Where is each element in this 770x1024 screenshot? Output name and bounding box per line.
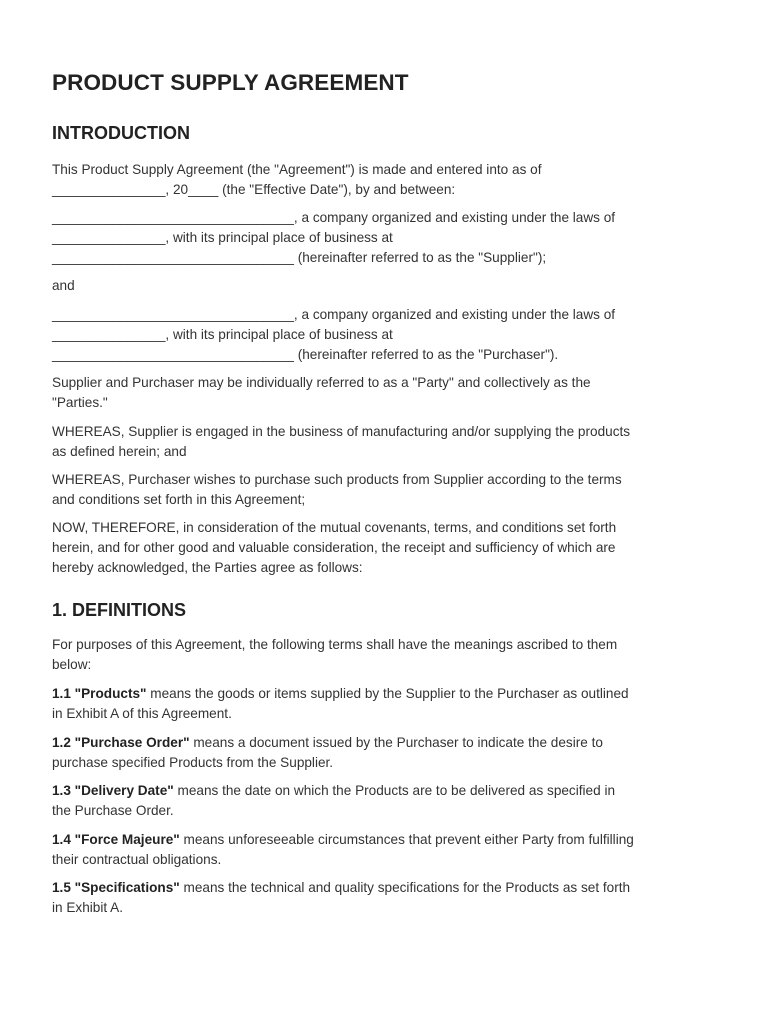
definition-text: means the goods or items supplied by the Supplier to the Purchaser as outlined xyxy=(146,686,629,701)
definition-term: 1.2 "Purchase Order" xyxy=(52,735,190,750)
text-line: WHEREAS, Supplier is engaged in the business of manufacturing and/or supplying the products xyxy=(52,424,631,439)
whereas-purchaser-paragraph xyxy=(52,470,732,510)
definition-specifications xyxy=(52,878,732,918)
text-line: herein, and for other good and valuable consideration, the receipt and sufficiency of which are xyxy=(52,540,616,555)
text-line: ________________________________ (hereinafter referred to as the "Supplier"); xyxy=(52,250,547,265)
text-line: _______________, with its principal place of business at xyxy=(52,230,393,245)
text-line: hereby acknowledged, the Parties agree as follows: xyxy=(52,560,363,575)
text-line: and conditions set forth in this Agreement; xyxy=(52,492,306,507)
text-line: WHEREAS, Purchaser wishes to purchase such products from Supplier according to the terms xyxy=(52,472,622,487)
text-line: This Product Supply Agreement (the "Agreement") is made and entered into as of xyxy=(52,162,542,177)
definition-term: 1.5 "Specifications" xyxy=(52,880,180,895)
text-line: _______________, 20____ (the "Effective Date"), by and between: xyxy=(52,182,456,197)
text-line: in Exhibit A. xyxy=(52,900,124,915)
purchaser-party-paragraph xyxy=(52,305,732,365)
definition-delivery-date xyxy=(52,781,732,821)
definitions-intro-paragraph xyxy=(52,635,732,675)
definition-text: means the technical and quality specifications for the Products as set forth xyxy=(179,880,631,895)
text-line: ________________________________ (hereinafter referred to as the "Purchaser"). xyxy=(52,347,559,362)
definition-products xyxy=(52,684,732,724)
text-line: "Parties." xyxy=(52,395,108,410)
document-title: PRODUCT SUPPLY AGREEMENT xyxy=(52,70,409,95)
definition-text: means the date on which the Products are to be delivered as specified in xyxy=(173,783,616,798)
and-paragraph xyxy=(52,276,732,296)
now-therefore-paragraph xyxy=(52,518,732,578)
parties-paragraph xyxy=(52,373,732,413)
text-line: For purposes of this Agreement, the following terms shall have the meanings ascribed to them xyxy=(52,637,618,652)
text-line: and xyxy=(52,278,75,293)
text-line: the Purchase Order. xyxy=(52,803,174,818)
definition-term: 1.4 "Force Majeure" xyxy=(52,832,180,847)
definition-text: means a document issued by the Purchaser to indicate the desire to xyxy=(189,735,603,750)
text-line: NOW, THEREFORE, in consideration of the mutual covenants, terms, and conditions set forth xyxy=(52,520,617,535)
text-line: purchase specified Products from the Supplier. xyxy=(52,755,334,770)
text-line: _______________, with its principal place of business at xyxy=(52,327,393,342)
text-line: in Exhibit A of this Agreement. xyxy=(52,706,232,721)
supplier-party-paragraph xyxy=(52,208,732,268)
introduction-heading: INTRODUCTION xyxy=(52,123,190,143)
text-line: ________________________________, a company organized and existing under the laws of xyxy=(52,307,616,322)
text-line: as defined herein; and xyxy=(52,444,187,459)
text-line: ________________________________, a company organized and existing under the laws of xyxy=(52,210,616,225)
definition-purchase-order xyxy=(52,733,732,773)
text-line: their contractual obligations. xyxy=(52,852,222,867)
definition-text: means unforeseeable circumstances that prevent either Party from fulfilling xyxy=(179,832,634,847)
intro-paragraph-1 xyxy=(52,160,732,200)
whereas-supplier-paragraph xyxy=(52,422,732,462)
definition-force-majeure xyxy=(52,830,732,870)
definition-term: 1.3 "Delivery Date" xyxy=(52,783,174,798)
text-line: below: xyxy=(52,657,92,672)
definition-term: 1.1 "Products" xyxy=(52,686,147,701)
text-line: Supplier and Purchaser may be individually referred to as a "Party" and collectively as the xyxy=(52,375,591,390)
definitions-heading: 1. DEFINITIONS xyxy=(52,600,187,620)
